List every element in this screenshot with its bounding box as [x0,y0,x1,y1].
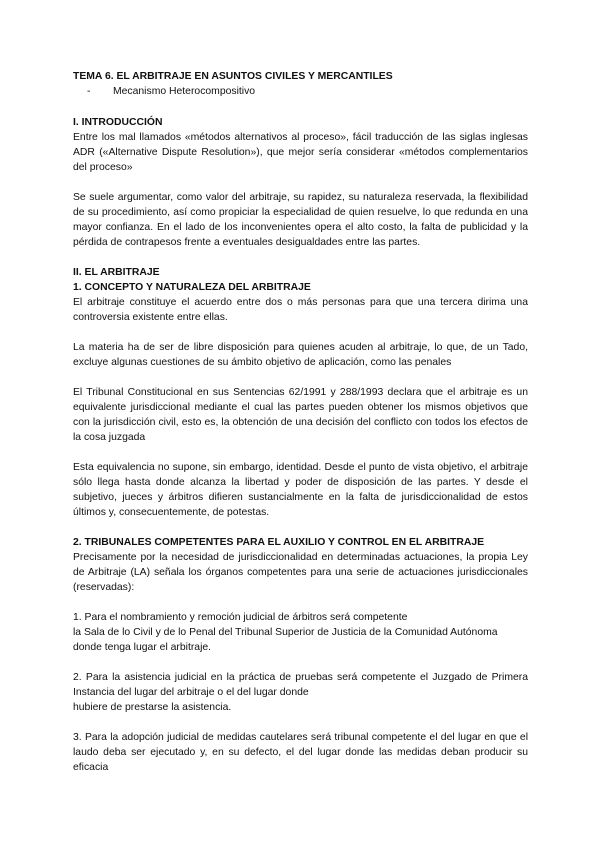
tribunales-item-1 [73,610,528,655]
subtitle-text: Mecanismo Heterocompositivo [113,86,256,97]
tribunales-item-3: 3. Para la adopción judicial de medidas cautelares será tribunal competente el del lugar en que el laudo deba ser ejecutado y, en su defecto, el del lugar donde las medidas deban producir su eficacia [73,732,528,773]
concepto-paragraph-1: El arbitraje constituye el acuerdo entre dos o más personas para que una tercera dirima una controversia existente entre ellas. [73,297,528,323]
section-heading-arbitraje: II. EL ARBITRAJE [73,267,160,278]
bullet-dash: - [87,86,91,97]
section-heading-introduccion: I. INTRODUCCIÓN [73,117,163,128]
intro-paragraph-2: Se suele argumentar, como valor del arbitraje, su rapidez, su naturaleza reservada, la flexibilidad de su procedimiento, así como propiciar la especialidad de quien resuelve, lo que redunda en una mayor confianza. En el lado de los inconvenientes opera el alto costo, la falta de publicidad y la pérdida de contrapesos frente a eventuales desigualdades entre las partes. [73,192,528,248]
intro-paragraph-1: Entre los mal llamados «métodos alternativos al proceso», fácil traducción de las siglas inglesas ADR («Alternative Dispute Resolution»), que mejor sería considerar «métodos complementarios del proceso» [73,132,528,173]
document-body [73,69,528,775]
item-2-line-2: hubiere de prestarse la asistencia. [73,702,232,713]
subsection-heading-tribunales: 2. TRIBUNALES COMPETENTES PARA EL AUXILIO Y CONTROL EN EL ARBITRAJE [73,537,485,548]
document-title: TEMA 6. EL ARBITRAJE EN ASUNTOS CIVILES Y MERCANTILES [73,71,393,82]
item-1-line-2: la Sala de lo Civil y de lo Penal del Tribunal Superior de Justicia de la Comunidad Autónoma donde tenga lugar el arbitraje. [73,627,498,653]
tribunales-item-2 [73,670,528,715]
concepto-paragraph-4: Esta equivalencia no supone, sin embargo, identidad. Desde el punto de vista objetivo, el arbitraje sólo llega hasta donde alcanza la libertad y poder de disposición de las partes. Y desde el subjetivo, jueces y árbitros difieren sustancialmente en la falta de jurisdiccionalidad de estos últimos y, consecuentemente, de potestas. [73,462,528,518]
subtitle-item [87,84,528,99]
item-2-line-1: 2. Para la asistencia judicial en la práctica de pruebas será competente el Juzgado de Primera Instancia del lugar del arbitraje o el del lugar donde [73,672,528,698]
concepto-paragraph-3: El Tribunal Constitucional en sus Sentencias 62/1991 y 288/1993 declara que el arbitraje es un equivalente jurisdiccional mediante el cual las partes pueden obtener los mismos objetivos que con la jurisdicción civil, esto es, la obtención de una decisión del conflicto con todos los efectos de la cosa juzgada [73,387,528,443]
tribunales-intro: Precisamente por la necesidad de jurisdiccionalidad en determinadas actuaciones, la propia Ley de Arbitraje (LA) señala los órganos competentes para una serie de actuaciones jurisdiccionales (reservadas): [73,552,528,593]
item-1-line-1: 1. Para el nombramiento y remoción judicial de árbitros será competente [73,612,408,623]
concepto-paragraph-2: La materia ha de ser de libre disposición para quienes acuden al arbitraje, lo que, de un Tado, excluye algunas cuestiones de su ámbito objetivo de aplicación, como las penales [73,342,528,368]
subsection-heading-concepto: 1. CONCEPTO Y NATURALEZA DEL ARBITRAJE [73,282,311,293]
